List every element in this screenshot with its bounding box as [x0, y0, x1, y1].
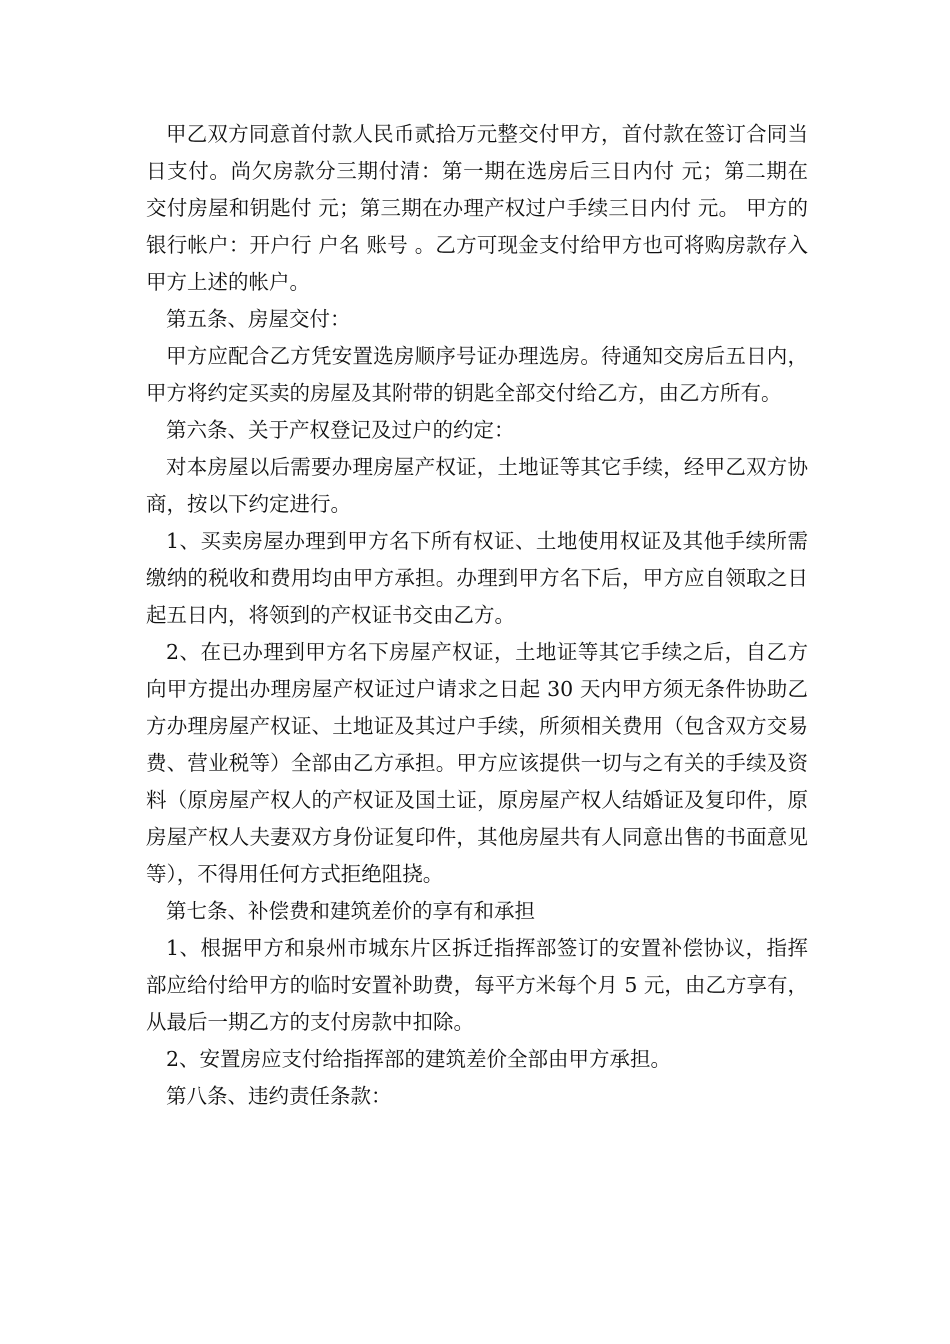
heading-article-6: 第六条、关于产权登记及过户的约定：: [166, 418, 515, 442]
heading-article-5: 第五条、房屋交付：: [166, 307, 351, 331]
paragraph-clause-6-1: 1、买卖房屋办理到甲方名下所有权证、土地使用权证及其他手续所需缴纳的税收和费用均由甲方承担。办理到甲方名下后，甲方应自领取之日起五日内，将领到的产权证书交由乙方。: [146, 529, 808, 627]
paragraph-title-procedures: 对本房屋以后需要办理房屋产权证，土地证等其它手续，经甲乙双方协商，按以下约定进行。: [146, 455, 808, 516]
paragraph-payment-terms: 甲乙双方同意首付款人民币贰拾万元整交付甲方，首付款在签订合同当日支付。尚欠房款分三期付清：第一期在选房后三日内付 元；第二期在交付房屋和钥匙付 元；第三期在办理产权过户手续三日内付 元。 甲方的银行帐户：开户行 户名 账号 。乙方可现金支付给甲方也可将购房款存入甲方上述的帐户。: [146, 122, 808, 294]
paragraph-clause-7-2: 2、安置房应支付给指挥部的建筑差价全部由甲方承担。: [166, 1047, 672, 1071]
document-body: [146, 116, 808, 1115]
heading-article-8: 第八条、违约责任条款：: [166, 1084, 392, 1108]
heading-article-7: 第七条、补偿费和建筑差价的享有和承担: [166, 899, 535, 923]
paragraph-house-delivery: 甲方应配合乙方凭安置选房顺序号证办理选房。待通知交房后五日内，甲方将约定买卖的房屋及其附带的钥匙全部交付给乙方，由乙方所有。: [146, 344, 808, 405]
paragraph-clause-7-1: 1、根据甲方和泉州市城东片区拆迁指挥部签订的安置补偿协议，指挥部应给付给甲方的临时安置补助费，每平方米每个月 5 元，由乙方享有，从最后一期乙方的支付房款中扣除。: [146, 936, 808, 1034]
paragraph-clause-6-2: 2、在已办理到甲方名下房屋产权证，土地证等其它手续之后，自乙方向甲方提出办理房屋产权证过户请求之日起 30 天内甲方须无条件协助乙方办理房屋产权证、土地证及其过户手续，所须相关费用（包含双方交易费、营业税等）全部由乙方承担。甲方应该提供一切与之有关的手续及资料（原房屋产权人的产权证及国土证，原房屋产权人结婚证及复印件，原房屋产权人夫妻双方身份证复印件，其他房屋共有人同意出售的书面意见等），不得用任何方式拒绝阻挠。: [146, 640, 808, 886]
